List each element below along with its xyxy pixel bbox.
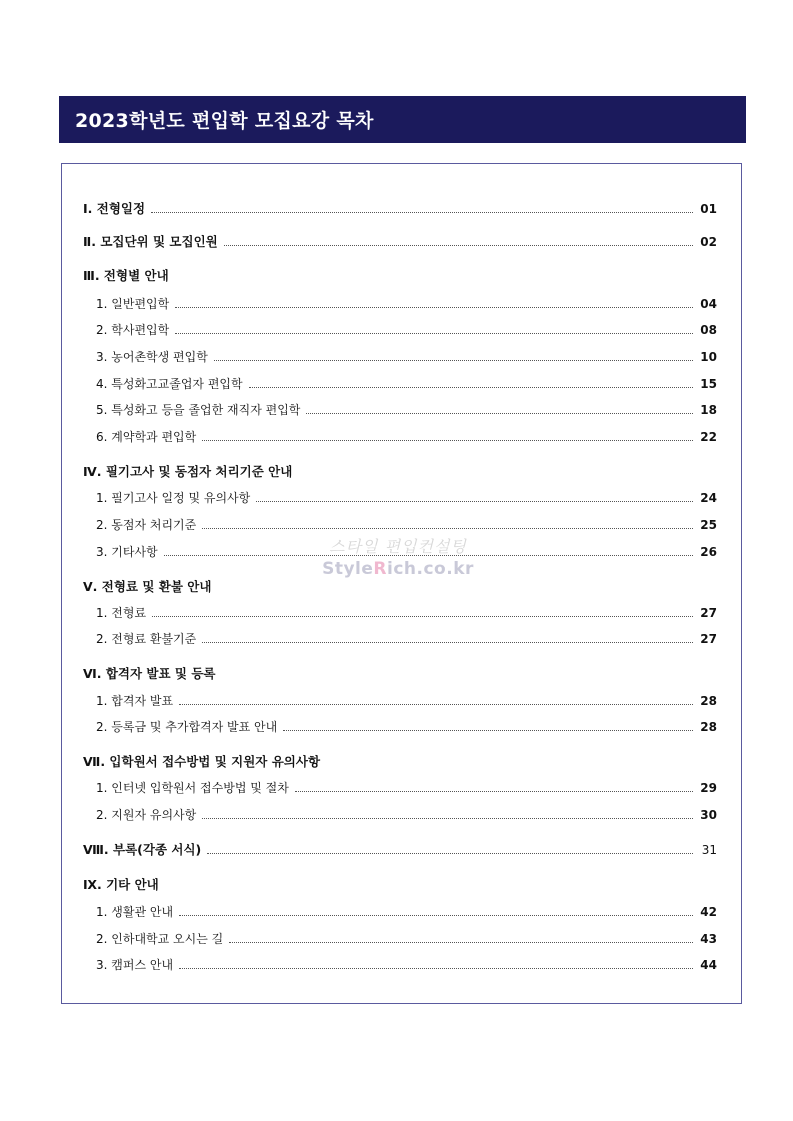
toc-entry-page: 25 xyxy=(700,518,717,532)
dot-leader xyxy=(164,555,693,556)
toc-entry-label: 5. 특성화고 등을 졸업한 재직자 편입학 xyxy=(96,403,301,417)
toc-entry-label: Ⅱ. 모집단위 및 모집인원 xyxy=(83,234,218,249)
dot-leader xyxy=(207,853,693,854)
toc-entry xyxy=(96,398,717,418)
toc-entry xyxy=(96,425,717,445)
toc-entry-page: 31 xyxy=(701,843,717,857)
toc-entry-label: 1. 생활관 안내 xyxy=(96,905,174,919)
toc-entry-label: 3. 농어촌학생 편입학 xyxy=(96,350,208,364)
toc-entry-page: 27 xyxy=(700,632,717,646)
dot-leader xyxy=(283,730,693,731)
toc-entry-page: 30 xyxy=(700,808,717,822)
toc-entry xyxy=(96,900,717,920)
toc-section-7-heading: Ⅶ. 입학원서 접수방법 및 지원자 유의사항 xyxy=(83,754,321,769)
dot-leader xyxy=(306,413,693,414)
toc-entry xyxy=(96,953,717,973)
watermark-line-1: 스타일 편입컨설팅 xyxy=(329,537,467,556)
dot-leader xyxy=(202,818,693,819)
toc-entry xyxy=(96,715,717,735)
dot-leader xyxy=(179,704,693,705)
toc-entry xyxy=(96,292,717,312)
toc-entry-label: 2. 인하대학교 오시는 길 xyxy=(96,932,224,946)
dot-leader xyxy=(214,360,693,361)
toc-entry xyxy=(96,601,717,621)
toc-entry-page: 27 xyxy=(700,606,717,620)
dot-leader xyxy=(229,942,693,943)
toc-section-9-heading: Ⅸ. 기타 안내 xyxy=(83,877,159,892)
toc-entry-label: 2. 동점자 처리기준 xyxy=(96,518,197,532)
page-title: 2023학년도 편입학 모집요강 목차 xyxy=(75,110,374,132)
watermark-part: ich.co.kr xyxy=(387,559,474,579)
toc-entry xyxy=(96,318,717,338)
title-bar xyxy=(59,96,746,143)
toc-entry-page: 15 xyxy=(700,377,717,391)
toc-entry xyxy=(96,372,717,392)
dot-leader xyxy=(295,791,693,792)
toc-entry-label: 4. 특성화고교졸업자 편입학 xyxy=(96,377,243,391)
toc-entry-page: 01 xyxy=(700,202,717,216)
watermark-part: Style xyxy=(322,559,374,579)
toc-entry xyxy=(96,513,717,533)
toc-entry-page: 22 xyxy=(700,430,717,444)
toc-entry-page: 18 xyxy=(700,403,717,417)
toc-entry-label: 1. 합격자 발표 xyxy=(96,694,174,708)
dot-leader xyxy=(175,333,693,334)
toc-entry-label: Ⅷ. 부록(각종 서식) xyxy=(83,842,202,857)
dot-leader xyxy=(179,968,693,969)
toc-entry-section-2 xyxy=(83,230,717,250)
toc-entry xyxy=(96,345,717,365)
toc-entry-page: 29 xyxy=(700,781,717,795)
toc-entry xyxy=(96,540,717,560)
toc-entry-page: 08 xyxy=(700,323,717,337)
toc-entry-page: 04 xyxy=(700,297,717,311)
toc-entry-label: 1. 일반편입학 xyxy=(96,297,170,311)
toc-section-3-heading: Ⅲ. 전형별 안내 xyxy=(83,268,169,283)
toc-entry-page: 42 xyxy=(700,905,717,919)
toc-entry-page: 43 xyxy=(700,932,717,946)
toc-entry-label: 1. 인터넷 입학원서 접수방법 및 절차 xyxy=(96,781,289,795)
toc-entry-label: Ⅰ. 전형일정 xyxy=(83,201,146,216)
toc-entry-label: 3. 기타사항 xyxy=(96,545,158,559)
toc-entry-page: 28 xyxy=(700,694,717,708)
toc-entry xyxy=(96,776,717,796)
toc-entry-label: 3. 캠퍼스 안내 xyxy=(96,958,174,972)
dot-leader xyxy=(202,642,693,643)
toc-entry-page: 02 xyxy=(700,235,717,249)
toc-section-6-heading: Ⅵ. 합격자 발표 및 등록 xyxy=(83,666,216,681)
dot-leader xyxy=(152,616,693,617)
toc-entry-page: 44 xyxy=(700,958,717,972)
dot-leader xyxy=(175,307,693,308)
dot-leader xyxy=(224,245,693,246)
toc-section-5-heading: Ⅴ. 전형료 및 환불 안내 xyxy=(83,579,212,594)
dot-leader xyxy=(256,501,693,502)
toc-entry-label: 6. 계약학과 편입학 xyxy=(96,430,197,444)
toc-entry-page: 26 xyxy=(700,545,717,559)
dot-leader xyxy=(249,387,693,388)
toc-entry-label: 1. 전형료 xyxy=(96,606,147,620)
toc-entry-section-1 xyxy=(83,197,717,217)
toc-entry-label: 2. 전형료 환불기준 xyxy=(96,632,197,646)
dot-leader xyxy=(202,440,693,441)
toc-entry-page: 28 xyxy=(700,720,717,734)
toc-entry xyxy=(96,689,717,709)
dot-leader xyxy=(151,212,693,213)
toc-entry xyxy=(96,927,717,947)
toc-entry-label: 2. 지원자 유의사항 xyxy=(96,808,197,822)
toc-entry-label: 2. 학사편입학 xyxy=(96,323,170,337)
dot-leader xyxy=(179,915,693,916)
toc-entry-label: 2. 등록금 및 추가합격자 발표 안내 xyxy=(96,720,278,734)
toc-entry xyxy=(96,627,717,647)
toc-entry xyxy=(96,803,717,823)
watermark-part-highlight: R xyxy=(373,559,388,579)
toc-entry-section-8 xyxy=(83,838,717,858)
toc-section-4-heading: Ⅳ. 필기고사 및 동점자 처리기준 안내 xyxy=(83,464,293,479)
toc-entry-page: 10 xyxy=(700,350,717,364)
toc-entry-page: 24 xyxy=(700,491,717,505)
dot-leader xyxy=(202,528,693,529)
toc-entry xyxy=(96,486,717,506)
toc-entry-label: 1. 필기고사 일정 및 유의사항 xyxy=(96,491,251,505)
